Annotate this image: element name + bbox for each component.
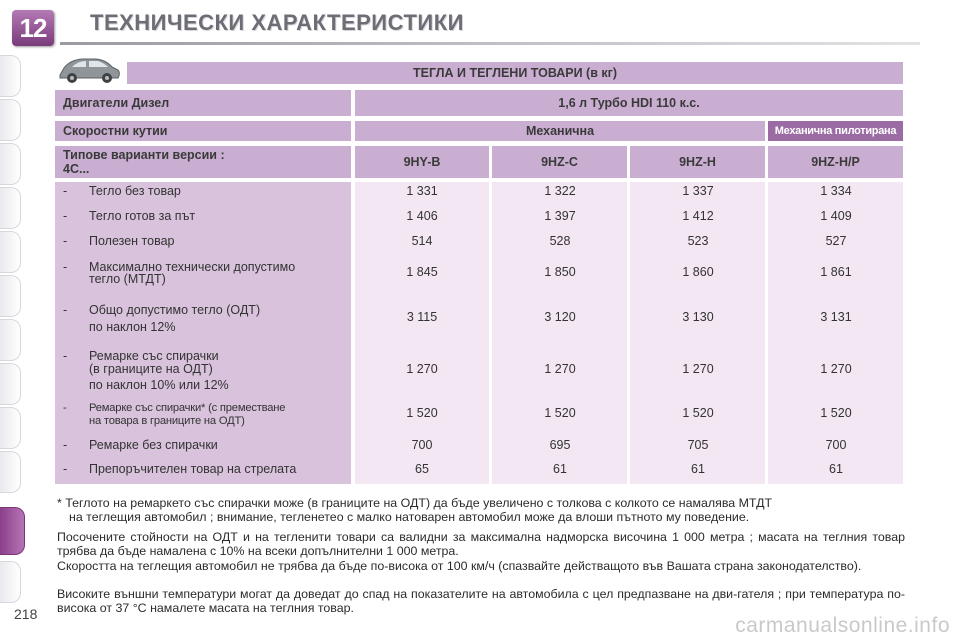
row-label-text: (в границите на ОДТ) bbox=[89, 362, 213, 376]
page-title: ТЕХНИЧЕСКИ ХАРАКТЕРИСТИКИ bbox=[90, 10, 464, 35]
table-cell: 700 bbox=[411, 438, 433, 452]
watermark: carmanualsonline.info bbox=[735, 614, 950, 637]
footnote bbox=[57, 496, 905, 525]
chapter-tab[interactable] bbox=[0, 55, 21, 97]
variant-header: 9HZ-H/P bbox=[768, 146, 903, 178]
chapter-tab-active[interactable] bbox=[0, 507, 25, 555]
table-cell: 1 406 bbox=[406, 209, 438, 223]
variants-label-line: 4C... bbox=[63, 162, 90, 176]
row-dash: - bbox=[63, 402, 67, 414]
row-label-text: тегло (МТДТ) bbox=[89, 272, 166, 286]
chapter-number-badge: 12 bbox=[12, 10, 54, 46]
engine-label: Двигатели Дизел bbox=[55, 90, 351, 116]
row-label-text: по наклон 10% или 12% bbox=[89, 378, 229, 392]
row-dash: - bbox=[63, 209, 68, 223]
row-label-text: Ремарке със спирачки bbox=[89, 349, 219, 363]
title-divider bbox=[60, 42, 920, 45]
variants-label-line: Типове варианти версии : bbox=[63, 148, 225, 162]
chapter-tab[interactable] bbox=[0, 187, 21, 229]
table-cell: 1 334 bbox=[820, 184, 852, 198]
chapter-tab-strip bbox=[0, 55, 26, 625]
table-cell: 1 322 bbox=[544, 184, 576, 198]
footnote-line: * Теглото на ремаркето със спирачки може (в границите на ОДТ) да бъде увеличено с толкова с колкото се намалява МТДТ bbox=[57, 496, 773, 510]
table-cell: 1 270 bbox=[682, 362, 714, 376]
chapter-tab[interactable] bbox=[0, 561, 21, 603]
row-dash: - bbox=[63, 349, 68, 363]
table-cell: 1 520 bbox=[820, 406, 852, 420]
table-cell: 61 bbox=[691, 462, 705, 476]
footnote-line: на теглещия автомобил ; внимание, тегленетео с малко натоварен автомобил може да влоши пътното му поведение. bbox=[69, 510, 750, 525]
row-dash: - bbox=[63, 462, 68, 476]
row-label-text: Препоръчителен товар на стрелата bbox=[89, 462, 297, 476]
table-cell: 1 520 bbox=[544, 406, 576, 420]
table-cell: 1 331 bbox=[406, 184, 438, 198]
row-dash: - bbox=[63, 260, 68, 274]
table-cell: 514 bbox=[411, 234, 433, 248]
row-label-text: Тегло готов за път bbox=[89, 209, 196, 223]
row-dash: - bbox=[63, 184, 68, 198]
table-cell: 61 bbox=[553, 462, 567, 476]
table-cell: 528 bbox=[549, 234, 571, 248]
table-cell: 1 337 bbox=[682, 184, 714, 198]
gearbox-manual: Механична bbox=[355, 121, 765, 141]
table-cell: 3 130 bbox=[682, 310, 714, 324]
row-label-text: Ремарке без спирачки bbox=[89, 438, 218, 452]
gearbox-label: Скоростни кутии bbox=[55, 121, 351, 141]
table-cell: 1 270 bbox=[820, 362, 852, 376]
table-cell: 705 bbox=[687, 438, 709, 452]
row-dash: - bbox=[63, 234, 68, 248]
chapter-tab[interactable] bbox=[0, 451, 21, 493]
page-number: 218 bbox=[14, 606, 38, 622]
engine-value: 1,6 л Турбо HDI 110 к.с. bbox=[355, 90, 903, 116]
table-cell: 695 bbox=[549, 438, 571, 452]
row-dash: - bbox=[63, 303, 68, 317]
table-cell: 1 520 bbox=[682, 406, 714, 420]
row-label-text: по наклон 12% bbox=[89, 320, 176, 334]
chapter-tab[interactable] bbox=[0, 319, 21, 361]
variant-header: 9HY-B bbox=[355, 146, 489, 178]
table-cell: 1 409 bbox=[820, 209, 852, 223]
table-cell: 1 845 bbox=[406, 265, 438, 279]
table-cell: 3 120 bbox=[544, 310, 576, 324]
table-cell: 61 bbox=[829, 462, 843, 476]
gearbox-piloted: Механична пилотирана bbox=[768, 121, 903, 141]
table-cell: 1 270 bbox=[406, 362, 438, 376]
paragraph: Скоростта на теглещия автомобил не трябва да бъде по-висока от 100 км/ч (спазвайте действащото във Вашата страна законодателство). bbox=[57, 559, 862, 573]
table-cell: 65 bbox=[415, 462, 429, 476]
table-cell: 527 bbox=[825, 234, 847, 248]
row-label-text: Полезен товар bbox=[89, 234, 175, 248]
table-cell: 1 270 bbox=[544, 362, 576, 376]
table-cell: 3 131 bbox=[820, 310, 852, 324]
table-cell: 1 397 bbox=[544, 209, 576, 223]
row-label-text: на товара в границите на ОДТ) bbox=[89, 415, 245, 427]
table-cell: 3 115 bbox=[406, 310, 438, 324]
paragraph: Посочените стойности на ОДТ и на тегленити товари са валидни за максимална надморска височина 1 000 метра ; масата на теглния товар трябва да бъде намалена с 10% на всеки допълнителни 1 000 метра. bbox=[57, 530, 905, 559]
table-cell: 1 412 bbox=[682, 209, 714, 223]
table-cell: 1 861 bbox=[820, 265, 852, 279]
table-title: ТЕГЛА И ТЕГЛЕНИ ТОВАРИ (в кг) bbox=[127, 62, 903, 84]
chapter-tab[interactable] bbox=[0, 275, 21, 317]
car-icon bbox=[56, 55, 122, 85]
chapter-tab[interactable] bbox=[0, 143, 21, 185]
chapter-tab[interactable] bbox=[0, 231, 21, 273]
row-label-text: Максимално технически допустимо bbox=[89, 260, 296, 274]
variant-header: 9HZ-H bbox=[630, 146, 765, 178]
variant-header: 9HZ-C bbox=[492, 146, 627, 178]
table-cell: 523 bbox=[687, 234, 709, 248]
variants-label bbox=[55, 146, 351, 178]
row-label-text: Ремарке със спирачки* (с преместване bbox=[89, 402, 286, 414]
row-dash: - bbox=[63, 438, 68, 452]
chapter-tab[interactable] bbox=[0, 407, 21, 449]
row-label-text: Общо допустимо тегло (ОДТ) bbox=[89, 303, 261, 317]
table-cell: 700 bbox=[825, 438, 847, 452]
chapter-tab[interactable] bbox=[0, 363, 21, 405]
table-cell: 1 520 bbox=[406, 406, 438, 420]
table-cell: 1 850 bbox=[544, 265, 576, 279]
paragraph: Високите външни температури могат да доведат до спад на показателите на автомобила с цел предпазване на дви-гателя ; при температура по-висока от 37 °C намалете масата на теглния товар. bbox=[57, 587, 905, 616]
table-cell: 1 860 bbox=[682, 265, 714, 279]
row-label-text: Тегло без товар bbox=[89, 184, 181, 198]
chapter-tab[interactable] bbox=[0, 99, 21, 141]
